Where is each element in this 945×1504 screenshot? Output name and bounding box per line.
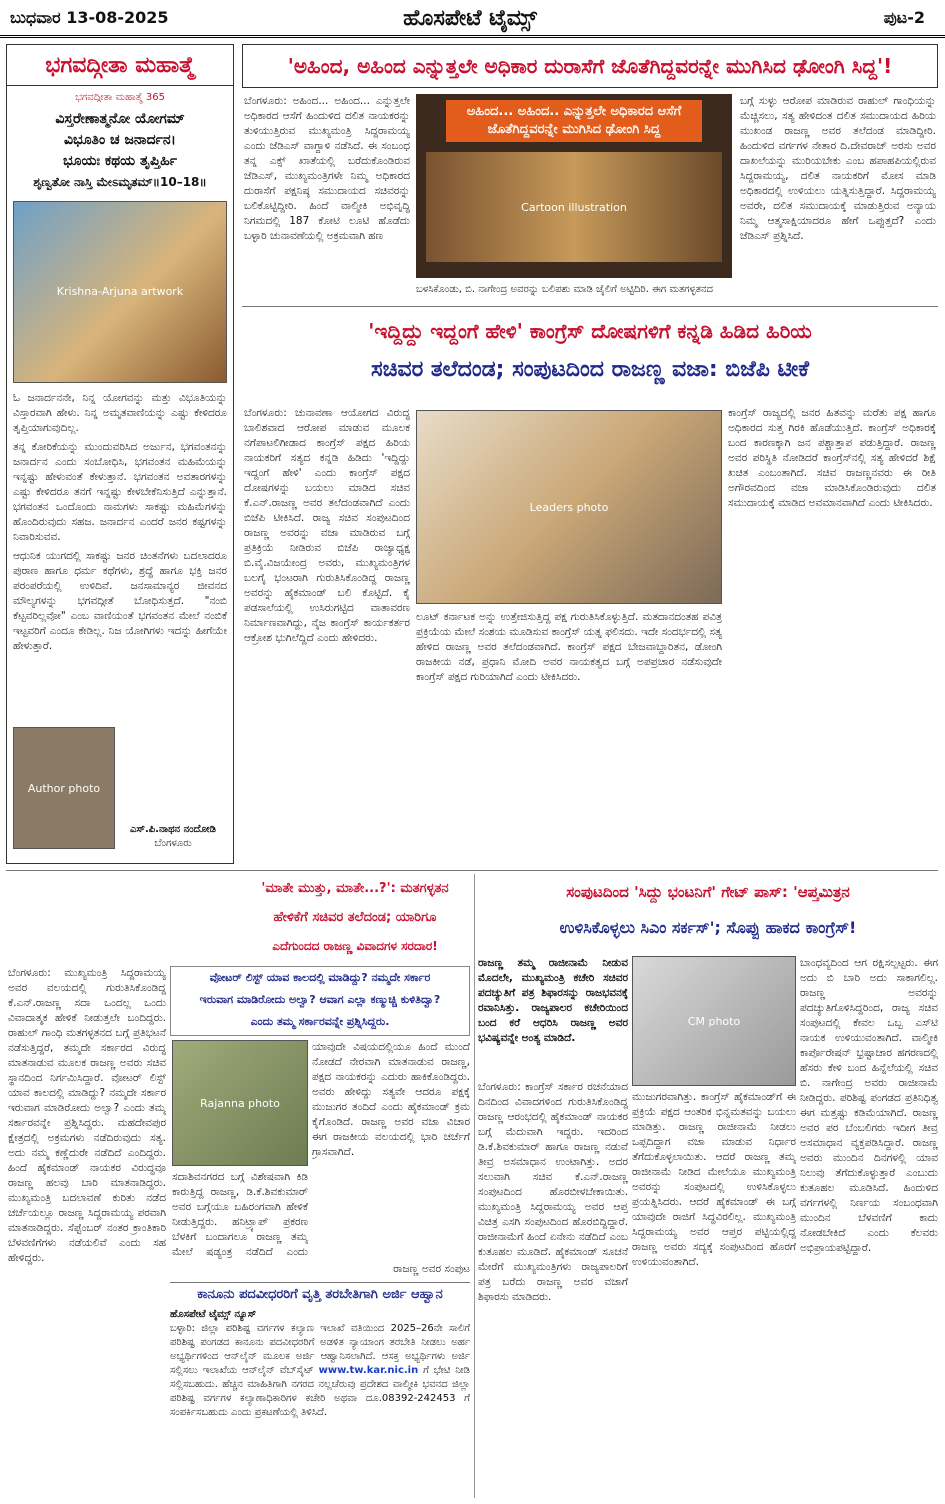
story2-headline-line1: 'ಇದ್ದಿದ್ದು ಇದ್ದಂಗೆ ಹೇಳಿ' ಕಾಂಗ್ರೆಸ್ ದೋಷಗಳಿಗೆ ಕನ್ನಡಿ ಹಿಡಿದ ಹಿರಿಯ	[368, 319, 812, 343]
gita-paragraph: ಓ ಜನಾರ್ದನನೇ, ನಿನ್ನ ಯೋಗವನ್ನು ಮತ್ತು ವಿಭೂತಿಯನ್ನು ವಿಸ್ತಾರವಾಗಿ ಹೇಳು. ನಿನ್ನ ಅಮೃತವಾಣಿಯನ್ನು ಎಷ್ಟು ಕೇಳಿದರೂ ತೃಪ್ತಿಯಾಗುವುದಿಲ್ಲ.	[13, 391, 227, 434]
rajanna-photo	[172, 1040, 308, 1166]
author-name: ಎಸ್.ಪಿ.ನಾಥನ ನಂದೋಡಿ	[130, 824, 216, 835]
story3-col3: ಯಾವುದೇ ವಿಷಯದಲ್ಲಿಯೂ ಹಿಂದೆ ಮುಂದೆ ನೋಡದೆ ನೇರವಾಗಿ ಮಾತನಾಡುವ ರಾಜಣ್ಣ, ಪಕ್ಷದ ನಾಯಕರನ್ನು ಎದುರು ಹಾಕಿಕೊಂಡಿದ್ದರು. ಅವರು ಹೇಳಿದ್ದು ಸತ್ಯವೇ ಆದರೂ ಪಕ್ಷಕ್ಕೆ ಮುಜುಗರ ತಂದಿದೆ ಎಂದು ಹೈಕಮಾಂಡ್ ಕ್ರಮ ಕೈಗೊಂಡಿದೆ. ರಾಜಣ್ಣ ಅವರ ವಜಾ ವಿಚಾರ ಈಗ ರಾಜಕೀಯ ವಲಯದಲ್ಲಿ ಭಾರಿ ಚರ್ಚೆಗೆ ಗ್ರಾಸವಾಗಿದೆ.	[312, 1041, 470, 1158]
notice-body	[170, 1322, 470, 1420]
notice-link[interactable]: www.tw.kar.nic.in	[318, 1365, 419, 1376]
notice-byline: ಹೊಸಪೇಟೆ ಟೈಮ್ಸ್ ನ್ಯೂಸ್	[170, 1309, 257, 1320]
story1-headline: 'ಅಹಿಂದ, ಅಹಿಂದ ಎನ್ನುತ್ತಲೇ ಅಧಿಕಾರ ದುರಾಸೆಗೆ ಜೊತೆಗಿದ್ದವರನ್ನೇ ಮುಗಿಸಿದ ಢೋಂಗಿ ಸಿದ್ದ'!	[242, 44, 938, 88]
story4-headline-line2: ಉಳಿಸಿಕೊಳ್ಳಲು ಸಿಎಂ ಸರ್ಕಸ್'; ಸೊಪ್ಪು ಹಾಕದ ಕಾಂಗ್ರೆಸ್!	[559, 918, 857, 937]
cartoon-illustration	[426, 152, 722, 262]
story3-headline-line1: 'ಮಾತೇ ಮುತ್ತು, ಮಾತೇ...?': ಮತಗಳ್ಳತನ	[261, 881, 449, 896]
gita-paragraph: ಆಧುನಿಕ ಯುಗದಲ್ಲಿ ಸಾಕಷ್ಟು ಜನರ ಚಿಂತನೆಗಳು ಬದಲಾದರೂ ಪುರಾಣ ಹಾಗೂ ಧರ್ಮ ಕಥೆಗಳು, ಶ್ರದ್ಧೆ ಹಾಗೂ ಭಕ್ತಿ ಜನರ ಪರಂಪರೆಯಲ್ಲಿ ಉಳಿದಿವೆ. ಜನಸಾಮಾನ್ಯರ ಜೀವನದ ಮೌಲ್ಯಗಳನ್ನು ಭಗವದ್ಗೀತೆ ಬೋಧಿಸುತ್ತದೆ. "ನಂಬಿ ಕೆಟ್ಟವರಿಲ್ಲವೋ" ಎಂಬ ವಾಣಿಯಂತೆ ಭಗವಂತನ ಮೇಲೆ ನಂಬಿಕೆ ಇಟ್ಟವರಿಗೆ ಎಂದೂ ಕೇಡಿಲ್ಲ. ನಿಜ ಯೋಗಿಗಳು ಇದನ್ನು ಹೀಗೆಯೇ ಹೇಳುತ್ತಾರೆ.	[13, 549, 227, 652]
image-label: Krishna-Arjuna artwork	[56, 285, 184, 299]
story1-col1: ಬೆಂಗಳೂರು: ಅಹಿಂದ... ಅಹಿಂದ... ಎನ್ನುತ್ತಲೇ ಅಧಿಕಾರದ ಆಸೆಗೆ ಹಿಂದುಳಿದ ದಲಿತ ನಾಯಕರನ್ನು ತುಳಿಯುತ್ತಿರುವ ಮುಖ್ಯಮಂತ್ರಿ ಸಿದ್ದರಾಮಯ್ಯ ಎಂದು ಜೆಡಿಎಸ್ ವಾಗ್ದಾಳಿ ನಡೆಸಿದೆ. ಈ ಸಂಬಂಧ ತನ್ನ ಎಕ್ಸ್ ಖಾತೆಯಲ್ಲಿ ಬರೆದುಕೊಂಡಿರುವ ಜೆಡಿಎಸ್, ಮುಖ್ಯಮಂತ್ರಿಗಳೇ ನಿಮ್ಮ ಅಧಿಕಾರದ ದುರಾಸೆಗೆ ಪಕ್ಷನಿಷ್ಠ ಸಮುದಾಯದ ಸಚಿವರನ್ನು ಬಲಿಕೊಟ್ಟಿದ್ದೀರಿ. ಹಿಂದೆ ವಾಲ್ಮೀಕಿ ಅಭಿವೃದ್ಧಿ ನಿಗಮದಲ್ಲಿ 187 ಕೋಟಿ ಲೂಟಿ ಹೊಡೆದು ಬಳ್ಳಾರಿ ಚುನಾವಣೆಯಲ್ಲಿ ಅಕ್ರಮವಾಗಿ ಹಣ	[244, 95, 410, 242]
story2-headline-box	[242, 312, 938, 402]
krishna-arjuna-image	[13, 201, 227, 383]
verse-line: ಭೂಯಃ ಕಥಯ ತೃಪ್ತಿರ್ಹಿ	[62, 152, 178, 169]
image-label: Leaders photo	[529, 500, 609, 514]
story3-quote	[170, 966, 470, 1036]
story3-col2: ಸದಾಶಿವನಗರದ ಬಗ್ಗೆ ವಿಶೇಷವಾಗಿ ಕಿಡಿ ಕಾರುತ್ತಿದ್ದ ರಾಜಣ್ಣ, ಡಿ.ಕೆ.ಶಿವಕುಮಾರ್ ಅವರ ಬಗ್ಗೆಯೂ ಬಹಿರಂಗವಾಗಿ ಹೇಳಿಕೆ ನೀಡುತ್ತಿದ್ದರು. ಹನಿಟ್ರ್ಯಾಪ್ ಪ್ರಕರಣ ಬೆಳಕಿಗೆ ಬಂದಾಗಲೂ ರಾಜಣ್ಣ ತಮ್ಮ ಮೇಲೆ ಷಡ್ಯಂತ್ರ ನಡೆದಿದೆ ಎಂದು	[172, 1171, 308, 1258]
quote-line: ವೋಟರ್ ಲಿಸ್ಟ್ ಯಾವ ಕಾಲದಲ್ಲಿ ಮಾಡಿದ್ದು? ನಮ್ಮದೇ ಸರ್ಕಾರ	[209, 971, 431, 984]
story3-headline-line3: ಎದೆಗುಂದದ ರಾಜಣ್ಣ ವಿವಾದಗಳ ಸರದಾರ!	[272, 939, 438, 953]
gita-heading: ಭಗವದ್ಗೀತಾ ಮಹಾತ್ಮೆ	[7, 45, 233, 86]
story3-headline-box	[242, 874, 468, 964]
gita-number: ಭಗವದ್ಗೀತಾ ಮಹಾತ್ಮೆ 365	[75, 91, 165, 103]
verse-line: ಶೃಣ್ವತೋ ನಾಸ್ತಿ ಮೇಽಮೃತಮ್॥10–18॥	[33, 174, 207, 189]
banner-line: ಅಹಿಂದ... ಅಹಿಂದ.. ಎನ್ನುತ್ತಲೇ ಅಧಿಕಾರದ ಆಸೆಗೆ	[466, 104, 682, 119]
story4-col1: ಬೆಂಗಳೂರು: ಕಾಂಗ್ರೆಸ್ ಸರ್ಕಾರ ರಚನೆಯಾದ ದಿನದಿಂದ ವಿವಾದಗಳಿಂದ ಗುರುತಿಸಿಕೊಂಡಿದ್ದ ರಾಜಣ್ಣ ಆರಂಭದಲ್ಲಿ ಹೈಕಮಾಂಡ್ ನಾಯಕರ ಬಗ್ಗೆ ಮೆದುವಾಗಿ ಇದ್ದರು. ಇದರಿಂದ ಡಿ.ಕೆ.ಶಿವಕುಮಾರ್ ಹಾಗೂ ರಾಜಣ್ಣ ನಡುವೆ ತೀವ್ರ ಅಸಮಾಧಾನ ಉಂಟಾಗಿತ್ತು. ಅದರ ಸಲುವಾಗಿ ಸಚಿವ ಕೆ.ಎನ್.ರಾಜಣ್ಣ ಸಂಪುಟದಿಂದ ಹೊರಬೀಳಬೇಕಾಯಿತು. ಮುಖ್ಯಮಂತ್ರಿ ಸಿದ್ದರಾಮಯ್ಯ ಅವರ ಆಪ್ತ ವಿಚಿತ್ರ ಎಸಗಿ ಸಂಪುಟದಿಂದ ಹೊರಬಿದ್ದಿದ್ದಾರೆ. ರಾಜೀನಾಮೆಗೆ ಹಿಂದೆ ಏನೇನು ನಡೆದಿದೆ ಎಂಬ ಕುತೂಹಲ ಮೂಡಿದೆ. ಹೈಕಮಾಂಡ್ ಸೂಚನೆ ಮೇರೆಗೆ ಮುಖ್ಯಮಂತ್ರಿಗಳು ರಾಜ್ಯಪಾಲರಿಗೆ ಪತ್ರ ಬರೆದು ರಾಜಣ್ಣ ಅವರ ವಜಾಗೆ ಶಿಫಾರಸು ಮಾಡಿದರು.	[478, 1081, 628, 1303]
story1-under-image: ಬಳಸಿಕೊಂಡು, ಬಿ. ನಾಗೇಂದ್ರ ಅವರನ್ನು ಬಲಿಪಶು ಮಾಡಿ ಜೈಲಿಗೆ ಅಟ್ಟಿದಿರಿ. ಈಗ ಮತಗಳ್ಳತನದ	[416, 284, 713, 295]
notice-text: ಗೆ ಭೇಟಿ ನೀಡಿ ಸಲ್ಲಿಸಬಹುದು. ಹೆಚ್ಚಿನ ಮಾಹಿತಿಗಾಗಿ ನಗರದ ನಲ್ಲಚೆರುವು ಪ್ರದೇಶದ ವಾಲ್ಮೀಕಿ ಭವನದ ಜಿಲ್ಲಾ ಪರಿಶಿಷ್ಟ ವರ್ಗಗಳ ಕಲ್ಯಾಣಾಧಿಕಾರಿಗಳ ಕಚೇರಿ ಅಥವಾ ದೂ.08392-242453 ಗೆ ಸಂಪರ್ಕಿಸಬಹುದು ಎಂದು ಪ್ರಕಟಣೆಯಲ್ಲಿ ತಿಳಿಸಿದೆ.	[170, 1365, 470, 1418]
quote-line: ಎಂದು ತಮ್ಮ ಸರ್ಕಾರವನ್ನೇ ಪ್ರಶ್ನಿಸಿದ್ದರು.	[250, 1015, 390, 1028]
verse-line: ವಿಸ್ತರೇಣಾತ್ಮನೋ ಯೋಗಮ್	[55, 110, 185, 127]
divider	[242, 306, 938, 307]
story4-col2: ಮುಜುಗರವಾಗಿತ್ತು. ಕಾಂಗ್ರೆಸ್ ಹೈಕಮಾಂಡ್‌ಗೆ ಈ ಪ್ರಕ್ರಿಯೆ ಪಕ್ಷದ ಆಂತರಿಕ ಭಿನ್ನಮತವನ್ನು ಬಯಲು ಮಾಡಿತ್ತು. ರಾಜಣ್ಣ ರಾಜೀನಾಮೆ ನೀಡಲು ಒಪ್ಪದಿದ್ದಾಗ ವಜಾ ಮಾಡುವ ನಿರ್ಧಾರ ತೆಗೆದುಕೊಳ್ಳಲಾಯಿತು. ಆದರೆ ರಾಜಣ್ಣ ತಮ್ಮ ರಾಜೀನಾಮೆ ನೀಡಿದ ಮೇಲೆಯೂ ಮುಖ್ಯಮಂತ್ರಿ ಅವರನ್ನು ಸಂಪುಟದಲ್ಲಿ ಉಳಿಸಿಕೊಳ್ಳಲು ಪ್ರಯತ್ನಿಸಿದರು. ಆದರೆ ಹೈಕಮಾಂಡ್ ಈ ಬಗ್ಗೆ ಯಾವುದೇ ರಾಜಿಗೆ ಸಿದ್ಧವಿರಲಿಲ್ಲ. ಮುಖ್ಯಮಂತ್ರಿ ಸಿದ್ದರಾಮಯ್ಯ ಅವರ ಆಪ್ತರ ಪಟ್ಟಿಯಲ್ಲಿದ್ದ ರಾಜಣ್ಣ ಅವರು ಸದ್ಯಕ್ಕೆ ಸಂಪುಟದಿಂದ ಹೊರಗೆ ಉಳಿಯುವಂತಾಗಿದೆ.	[632, 1091, 796, 1268]
gita-verse	[7, 109, 233, 193]
gita-paragraph: ತನ್ನ ಕೋರಿಕೆಯನ್ನು ಮುಂದುವರಿಸಿದ ಅರ್ಜುನ, ಭಗವಂತನನ್ನು ಜನಾರ್ದನ ಎಂದು ಸಂಬೋಧಿಸಿ, ಭಗವಂತನ ಮಹಿಮೆಯನ್ನು ಇನ್ನಷ್ಟು ಹೇಳುವಂತೆ ಕೇಳುತ್ತಾನೆ. ಭಗವಂತನ ಅವತಾರಗಳನ್ನು ಎಷ್ಟು ಕೇಳಿದರೂ ತನಗೆ ಇನ್ನಷ್ಟು ಕೇಳಬೇಕೆನಿಸುತ್ತಿದೆ ಎನ್ನುತ್ತಾನೆ. ಭಗವಂತನ ಒಂದೊಂದು ನಾಮಗಳು ಸಾಕಷ್ಟು ಮಹಿಮೆಗಳನ್ನು ಹೊಂದಿರುವುದು ಸಹಜ. ಜನಾರ್ದನ ಎಂದರೆ ಜನರ ಕಷ್ಟಗಳನ್ನು ನಿವಾರಿಸುವವ.	[13, 440, 227, 543]
story1-headline-box	[242, 44, 938, 88]
newspaper-title: ಹೊಸಪೇಟೆ ಟೈಮ್ಸ್	[403, 5, 537, 31]
story2-col2: ಲೂಟ್ ಕರ್ನಾಟಕ ಅನ್ನು ಉತ್ತೇಜಿಸುತ್ತಿದ್ದ ಪಕ್ಷ ಗುರುತಿಸಿಕೊಳ್ಳುತ್ತಿದೆ. ಮತದಾನದಂತಹ ಪವಿತ್ರ ಪ್ರಕ್ರಿಯೆಯ ಮೇಲೆ ಸಂಶಯ ಮೂಡಿಸುವ ಕಾಂಗ್ರೆಸ್ ಯತ್ನ ಫಲಿಸದು. ಇದೇ ಸಂದರ್ಭದಲ್ಲಿ ಸತ್ಯ ಹೇಳಿದ ರಾಜಣ್ಣ ಅವರ ತಲೆದಂಡವಾಗಿದೆ. ಕಾಂಗ್ರೆಸ್ ಪಕ್ಷದ ಬೇಜವಾಬ್ದಾರಿತನ, ಡೋಂಗಿ ರಾಜಕೀಯ ನಡೆ, ಪ್ರಧಾನಿ ಮೋದಿ ಅವರ ನಾಯಕತ್ವದ ಬಗ್ಗೆ ಅಪಪ್ರಚಾರ ನಡೆಸುವುದೇ ಕಾಂಗ್ರೆಸ್ ಪಕ್ಷದ ಗುರಿಯಾಗಿದೆ ಎಂದು ಟೀಕಿಸಿದರು.	[416, 611, 722, 683]
story1-col3: ಬಗ್ಗೆ ಸುಳ್ಳು ಆರೋಪ ಮಾಡಿರುವ ರಾಹುಲ್ ಗಾಂಧಿಯನ್ನು ಮೆಚ್ಚಿಸಲು, ಸತ್ಯ ಹೇಳಿದಂತ ದಲಿತ ಸಮುದಾಯದ ಹಿರಿಯ ಮುಖಂಡ ರಾಜಣ್ಣ ಅವರ ತಲೆದಂಡ ಮಾಡಿದ್ದೀರಿ. ಹಿಂದುಳಿದ ವರ್ಗಗಳ ನೇತಾರ ದಿ.ದೇವರಾಜ್ ಅರಸು ಅವರ ದಾಖಲೆಯನ್ನು ಮುರಿಯಬೇಕು ಎಂಬ ಹಪಾಹಪಿಯಲ್ಲಿರುವ ಸಿದ್ದರಾಮಯ್ಯ, ದಲಿತ ನಾಯಕರಿಗೆ ಮೋಸ ಮಾಡಿ ಅಧಿಕಾರದಲ್ಲಿ ಉಳಿಯಲು ಯತ್ನಿಸುತ್ತಿದ್ದಾರೆ. ಸಿದ್ದರಾಮಯ್ಯ ಅವರೇ, ದಲಿತ ಸಮುದಾಯಕ್ಕೆ ಮಾಡುತ್ತಿರುವ ಅನ್ಯಾಯ ನಿಮ್ಮ ಆತ್ಮಸಾಕ್ಷಿಯಾದರೂ ಹೇಗೆ ಒಪ್ಪುತ್ತದೆ? ಎಂದು ಜೆಡಿಎಸ್ ಪ್ರಶ್ನಿಸಿದೆ.	[740, 95, 936, 242]
story3-col1: ಬೆಂಗಳೂರು: ಮುಖ್ಯಮಂತ್ರಿ ಸಿದ್ದರಾಮಯ್ಯ ಅವರ ವಲಯದಲ್ಲಿ ಗುರುತಿಸಿಕೊಂಡಿದ್ದ ಕೆ.ಎನ್.ರಾಜಣ್ಣ ಸದಾ ಒಂದಲ್ಲ ಒಂದು ವಿವಾದಾತ್ಮಕ ಹೇಳಿಕೆ ನೀಡುತ್ತಲೇ ಬಂದಿದ್ದರು. ರಾಹುಲ್ ಗಾಂಧಿ ಮತಗಳ್ಳತನದ ಬಗ್ಗೆ ಪ್ರತಿಭಟನೆ ನಡೆಸುತ್ತಿದ್ದರೆ, ತಮ್ಮದೇ ಸರ್ಕಾರದ ವಿರುದ್ಧ ಮಾತನಾಡುವ ಮೂಲಕ ರಾಜಣ್ಣ ಅವರು ಸಚಿವ ಸ್ಥಾನದಿಂದ ನಿರ್ಗಮಿಸಿದ್ದಾರೆ. ವೋಟರ್ ಲಿಸ್ಟ್ ಯಾವ ಕಾಲದಲ್ಲಿ ಮಾಡಿದ್ದು? ನಮ್ಮದೇ ಸರ್ಕಾರ ಇರುವಾಗ ಮಾಡಿರೋದು ಅಲ್ವಾ? ಎಂದು ತಮ್ಮ ಸರ್ಕಾರವನ್ನೇ ಪ್ರಶ್ನಿಸಿದ್ದರು. ಮಹದೇವಪುರ ಕ್ಷೇತ್ರದಲ್ಲಿ ಅಕ್ರಮಗಳು ನಡೆದಿರುವುದು ಸತ್ಯ. ಅದು ನಮ್ಮ ಕಣ್ಣೆದುರೇ ನಡೆದಿದೆ ಎಂದಿದ್ದರು. ಹಿಂದೆ ಹೈಕಮಾಂಡ್ ನಾಯಕರ ವಿರುದ್ಧವೂ ರಾಜಣ್ಣ ಹಲವು ಬಾರಿ ಮಾತನಾಡಿದ್ದರು. ಮುಖ್ಯಮಂತ್ರಿ ಬದಲಾವಣೆ ಕುರಿತು ನಡೆದ ಚರ್ಚೆಯಲ್ಲೂ ರಾಜಣ್ಣ ಸಿದ್ದರಾಮಯ್ಯ ಪರವಾಗಿ ಮಾತನಾಡಿದ್ದರು. ಸೆಪ್ಟೆಂಬರ್ ನಂತರ ಕ್ರಾಂತಿಕಾರಿ ಬೆಳವಣಿಗೆಗಳು ನಡೆಯಲಿವೆ ಎಂದು ಸಹ ಹೇಳಿದ್ದರು.	[8, 967, 166, 1264]
banner-line: ಜೊತೆಗಿದ್ದವರನ್ನೇ ಮುಗಿಸಿದ ಢೋಂಗಿ ಸಿದ್ದ	[487, 122, 661, 137]
image-label: Cartoon illustration	[521, 200, 627, 214]
story4-col3: ಬಾಂಧವ್ಯದಿಂದ ಆಗ ರಕ್ಷಿಸಲ್ಪಟ್ಟರು. ಈಗ ಅದು ಬಿ ಬಾರಿ ಅದು ಸಾಕಾಗಲಿಲ್ಲ. ರಾಜಣ್ಣ ಅವರನ್ನು ಪದಚ್ಯುತಿಗೊಳಿಸಿದ್ದರಿಂದ, ರಾಜ್ಯ ಸಚಿವ ಸಂಪುಟದಲ್ಲಿ ಕೇವಲ ಒಬ್ಬ ಎಸ್‌ಟಿ ನಾಯಕ ಉಳಿಯುವಂತಾಗಿದೆ. ವಾಲ್ಮೀಕಿ ಕಾರ್ಪೊರೇಷನ್ ಭ್ರಷ್ಟಾಚಾರ ಹಗರಣದಲ್ಲಿ ಹೆಸರು ಕೇಳಿ ಬಂದ ಹಿನ್ನೆಲೆಯಲ್ಲಿ ಸಚಿವ ಬಿ. ನಾಗೇಂದ್ರ ಅವರು ರಾಜೀನಾಮೆ ನೀಡಿದ್ದರು. ಪರಿಶಿಷ್ಟ ಪಂಗಡದ ಪ್ರತಿನಿಧಿತ್ವ ಈಗ ಮತ್ತಷ್ಟು ಕಡಿಮೆಯಾಗಿದೆ. ರಾಜಣ್ಣ ಅವರ ಪರ ಬೆಂಬಲಿಗರು ಇದೀಗ ತೀವ್ರ ಅಸಮಾಧಾನ ವ್ಯಕ್ತಪಡಿಸಿದ್ದಾರೆ. ರಾಜಣ್ಣ ಅವರು ಮುಂದಿನ ದಿನಗಳಲ್ಲಿ ಯಾವ ನಿಲುವು ತೆಗೆದುಕೊಳ್ಳುತ್ತಾರೆ ಎಂಬುದು ಕುತೂಹಲ ಮೂಡಿಸಿದೆ. ಹಿಂದುಳಿದ ವರ್ಗಗಳಲ್ಲಿ ನಿರ್ಣಯ ಸಂಬಂಧವಾಗಿ ಮುಂದಿನ ಬೆಳವಣಿಗೆ ಕಾದು ನೋಡಬೇಕಿದೆ ಎಂದು ಕೆಲವರು ಅಭಿಪ್ರಾಯಪಟ್ಟಿದ್ದಾರೆ.	[800, 957, 938, 1254]
notice-text: ಬಳ್ಳಾರಿ: ಜಿಲ್ಲಾ ಪರಿಶಿಷ್ಟ ವರ್ಗಗಳ ಕಲ್ಯಾಣ ಇಲಾಖೆ ವತಿಯಿಂದ 2025–26ನೇ ಸಾಲಿಗೆ ಪರಿಶಿಷ್ಟ ಪಂಗಡದ ಕಾನೂನು ಪದವೀಧರರಿಗೆ ಅಡಳಿತ ನ್ಯಾಯಾಂಗ ತರಬೇತಿ ನೀಡಲು ಅರ್ಹ ಅಭ್ಯರ್ಥಿಗಳಿಂದ ಆನ್‌ಲೈನ್ ಮೂಲಕ ಅರ್ಜಿ ಆಹ್ವಾನಿಸಲಾಗಿದೆ. ಆಸಕ್ತ ಅಭ್ಯರ್ಥಿಗಳು ಅರ್ಜಿ ಸಲ್ಲಿಸಲು ಇಲಾಖೆಯ ಆನ್‌ಲೈನ್ ವೆಬ್‌ಸೈಟ್	[170, 1323, 470, 1376]
notice-headline: ಕಾನೂನು ಪದವೀಧರರಿಗೆ ವೃತ್ತಿ ತರಬೇತಿಗಾಗಿ ಅರ್ಜಿ ಆಹ್ವಾನ	[197, 1287, 443, 1302]
story3-tail: ರಾಜಣ್ಣ ಅವರ ಸಂಪುಟ	[393, 1263, 470, 1275]
cartoon-banner	[446, 100, 702, 142]
gita-column	[6, 44, 234, 864]
author-photo	[13, 727, 115, 849]
story4-lead: ರಾಜಣ್ಣ ತಮ್ಮ ರಾಜೀನಾಮೆ ನೀಡುವ ಮೊದಲೇ, ಮುಖ್ಯಮಂತ್ರಿ ಕಚೇರಿ ಸಚಿವರ ಪದಚ್ಯುತಿಗೆ ಪತ್ರ ಶಿಫಾರಸನ್ನು ರಾಜಭವನಕ್ಕೆ ರವಾನಿಸಿತ್ತು. ರಾಜ್ಯಪಾಲರ ಕಚೇರಿಯಿಂದ ಬಂದ ಕರೆ ಆಧರಿಸಿ ರಾಜಣ್ಣ ಅವರ ಭವಿಷ್ಯವನ್ನೇ ಅಂತ್ಯ ಮಾಡಿದೆ.	[478, 957, 628, 1044]
author-place: ಬೆಂಗಳೂರು	[154, 838, 192, 849]
image-label: Rajanna photo	[200, 1096, 280, 1110]
story2-col1: ಬೆಂಗಳೂರು: ಚುನಾವಣಾ ಆಯೋಗದ ವಿರುದ್ಧ ಬಾಲಿಶವಾದ ಆರೋಪ ಮಾಡುವ ಮೂಲಕ ನಗೆಪಾಟಲಿಗೀಡಾದ ಕಾಂಗ್ರೆಸ್ ಪಕ್ಷದ ಹಿರಿಯ ನಾಯಕರಿಗೆ ಸತ್ಯದ ಕನ್ನಡಿ ಹಿಡಿದು 'ಇದ್ದಿದ್ದು ಇದ್ದಂಗೆ ಹೇಳಿ' ಎಂದು ಕಾಂಗ್ರೆಸ್ ಪಕ್ಷದ ದೋಷಗಳನ್ನು ಬಯಲು ಮಾಡಿದ ಸಚಿವ ಕೆ.ಎನ್.ರಾಜಣ್ಣ ಅವರ ತಲೆದಂಡವಾಗಿದೆ ಎಂದು ಬಿಜೆಪಿ ಟೀಕಿಸಿದೆ. ರಾಜ್ಯ ಸಚಿವ ಸಂಪುಟದಿಂದ ರಾಜಣ್ಣ ಅವರನ್ನು ವಜಾ ಮಾಡಿರುವ ಬಗ್ಗೆ ಪ್ರತಿಕ್ರಿಯೆ ನೀಡಿರುವ ಬಿಜೆಪಿ ರಾಜ್ಯಾಧ್ಯಕ್ಷ ಬಿ.ವೈ.ವಿಜಯೇಂದ್ರ ಅವರು, ಮುಖ್ಯಮಂತ್ರಿಗಳ ಬಲಗೈ ಭಂಟರಾಗಿ ಗುರುತಿಸಿಕೊಂಡಿದ್ದ ರಾಜಣ್ಣ ಅವರನ್ನು ಹೈಕಮಾಂಡ್ ಬಲಿ ಕೊಟ್ಟಿದೆ. ಕೈ ಪಡಸಾಲೆಯಲ್ಲಿ ಉಸಿರುಗಟ್ಟಿದ ವಾತಾವರಣ ನಿರ್ಮಾಣವಾಗಿದ್ದು, ನೈಜ ಕಾಂಗ್ರೆಸ್ ಕಾರ್ಯಕರ್ತರ ಆಕ್ರೋಶ ಭುಗಿಲೆದ್ದಿದೆ ಎಂದು ಹೇಳಿದರು.	[244, 407, 410, 644]
gita-body	[7, 391, 233, 654]
notice-box	[170, 1282, 470, 1498]
story2-col3: ಕಾಂಗ್ರೆಸ್ ರಾಜ್ಯದಲ್ಲಿ ಜನರ ಹಿತವನ್ನು ಮರೆತು ಪಕ್ಷ ಹಾಗೂ ಅಧಿಕಾರದ ಸುತ್ತ ಗಿರಕಿ ಹೊಡೆಯುತ್ತಿದೆ. ಕಾಂಗ್ರೆಸ್ ಅಧಿಕಾರಕ್ಕೆ ಬಂದ ಕಾರಣಕ್ಕಾಗಿ ಜನ ಪಶ್ಚಾತ್ತಾಪ ಪಡುತ್ತಿದ್ದಾರೆ. ರಾಜಣ್ಣ ಅವರ ಪರಿಸ್ಥಿತಿ ನೋಡಿದರೆ ಕಾಂಗ್ರೆಸ್‌ನಲ್ಲಿ ಸತ್ಯ ಹೇಳಿದರೆ ಶಿಕ್ಷೆ ಖಚಿತ ಎಂಬಂತಾಗಿದೆ. ಸಚಿವ ರಾಜಣ್ಣನವರು ಈ ರೀತಿ ಅಗೌರವದಿಂದ ವಜಾ ಮಾಡಿಸಿಕೊಂಡಿರುವುದು ದಲಿತ ಸಮುದಾಯಕ್ಕೆ ಮಾಡಿದ ಅವಮಾನವಾಗಿದೆ ಎಂದು ಟೀಕಿಸಿದರು.	[728, 407, 936, 509]
verse-line: ವಿಭೂತಿಂ ಚ ಜನಾರ್ದನ।	[64, 131, 176, 148]
issue-date: ಬುಧವಾರ 13-08-2025	[10, 8, 169, 27]
divider	[6, 870, 938, 871]
story2-headline-line2: ಸಚಿವರ ತಲೆದಂಡ; ಸಂಪುಟದಿಂದ ರಾಜಣ್ಣ ವಜಾ: ಬಿಜೆಪಿ ಟೀಕೆ	[370, 357, 809, 382]
story1-cartoon	[416, 94, 732, 278]
story4-headline-box	[478, 874, 938, 950]
masthead	[0, 0, 945, 38]
image-label: CM photo	[687, 1014, 741, 1028]
story3-headline-line2: ಹೇಳಿಕೆಗೆ ಸಚಿವರ ತಲೆದಂಡ; ಯಾರಿಗೂ	[273, 910, 437, 925]
image-label: Author photo	[27, 781, 101, 795]
cm-photo	[632, 956, 796, 1086]
quote-line: ಇರುವಾಗ ಮಾಡಿರೋದು ಅಲ್ವಾ? ಆವಾಗ ಎಲ್ಲಾ ಕಣ್ಮುಚ್ಚಿ ಕುಳಿತಿದ್ವಾ?	[199, 993, 441, 1006]
divider	[474, 874, 475, 1498]
story4-headline-line1: ಸಂಪುಟದಿಂದ 'ಸಿದ್ದು ಭಂಟನಿಗೆ' ಗೇಟ್ ಪಾಸ್: 'ಆಪ್ತಮಿತ್ರನ	[566, 883, 850, 901]
page-number: ಪುಟ-2	[883, 8, 925, 27]
leaders-photo	[416, 410, 722, 604]
